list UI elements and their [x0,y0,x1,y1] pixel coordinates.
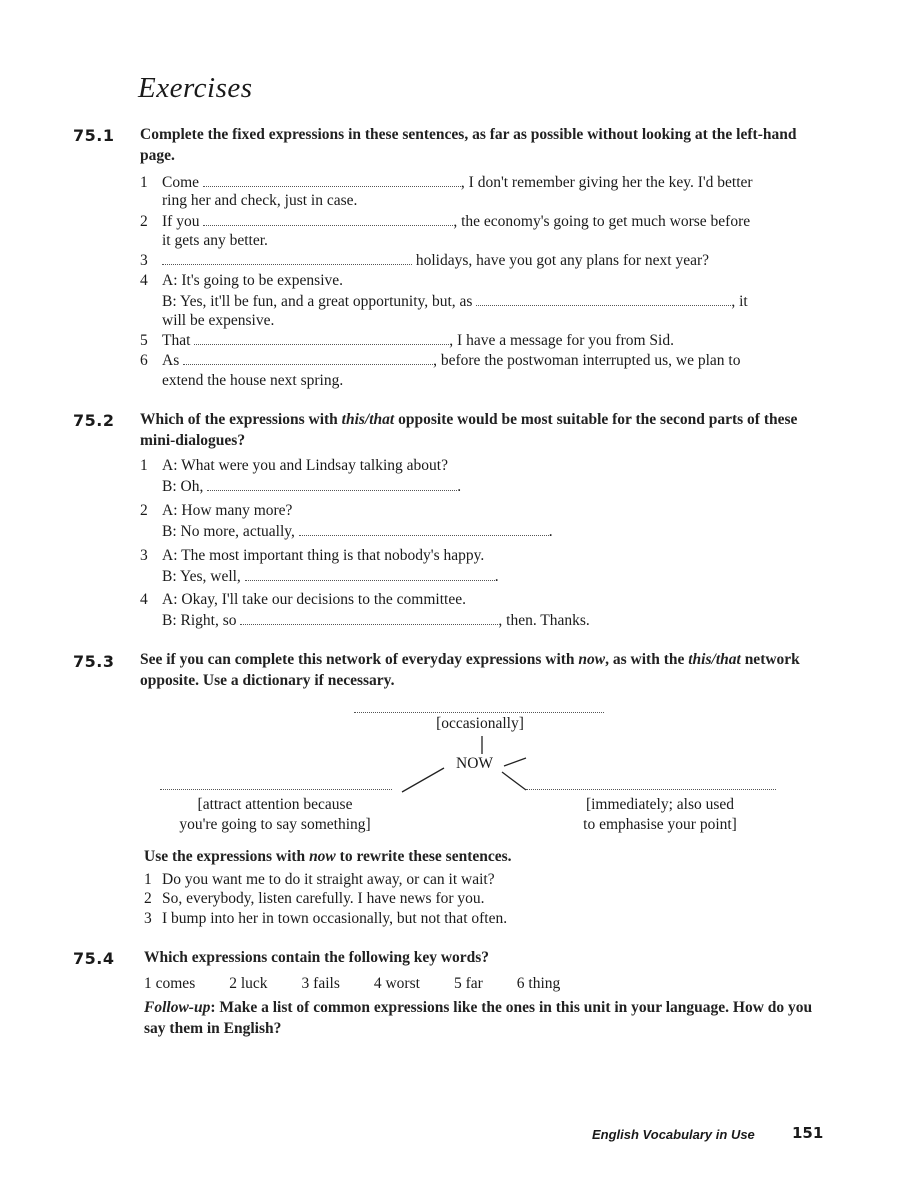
network-blank-left[interactable] [160,775,392,790]
network-label-left: you're going to say something] [179,816,371,833]
exercise-item: 2 If you , the economy's going to get much worse before [140,213,751,230]
answer-blank[interactable] [183,350,433,365]
dialogue-response: B: No more, actually, . [162,523,553,540]
answer-blank[interactable] [240,610,498,625]
exercise-number: 75.4 [73,949,115,968]
dialogue-response: B: Yes, well, . [162,568,499,585]
page-title: Exercises [138,72,253,104]
dialogue-response: B: Oh, . [162,478,462,495]
answer-blank[interactable] [207,476,457,491]
exercise-instruction: See if you can complete this network of everyday expressions with now, as with the this/that network opposite. Use a dictionary if necessary. [140,651,800,689]
rewrite-sentence: 1 Do you want me to do it straight away, or can it wait? [144,871,495,888]
page-number: 151 [792,1124,824,1142]
exercise-item-continued: ring her and check, just in case. [162,192,358,209]
answer-blank[interactable] [476,291,731,306]
exercise-item-continued: extend the house next spring. [162,372,344,389]
answer-blank[interactable] [162,250,412,265]
exercise-item-continued: will be expensive. [162,312,275,329]
follow-up: Follow-up: Make a list of common expressions like the ones in this unit in your language. How do you say them in English? [144,999,813,1037]
answer-blank[interactable] [203,172,461,187]
exercise-item: 3 holidays, have you got any plans for next year? [140,252,709,269]
dialogue-item: 4 A: Okay, I'll take our decisions to the committee. [140,591,466,608]
footer-book-title: English Vocabulary in Use [592,1127,755,1142]
exercise-instruction: Which of the expressions with this/that opposite would be most suitable for the second parts of these mini-dialogues? [140,411,798,449]
rewrite-sentence: 2 So, everybody, listen carefully. I have news for you. [144,890,485,907]
exercise-instruction: Which expressions contain the following key words? [144,949,490,966]
network-label-right: to emphasise your point] [583,816,737,833]
connector-right-1 [504,758,526,766]
network-label-left: [attract attention because [197,796,353,813]
network-label-top: [occasionally] [436,715,524,732]
answer-blank[interactable] [194,330,449,345]
exercise-item: 1 Come , I don't remember giving her the key. I'd better [140,174,753,191]
exercise-number: 75.1 [73,126,115,145]
connector-right-2 [502,772,526,790]
answer-blank[interactable] [245,566,495,581]
connector-left [402,768,444,792]
network-label-right: [immediately; also used [585,796,735,813]
answer-blank[interactable] [203,211,453,226]
rewrite-sentence: 3 I bump into her in town occasionally, but not that often. [144,910,508,927]
exercise-number: 75.3 [73,652,115,671]
network-blank-right[interactable] [526,775,776,790]
exercise-item-continued: B: Yes, it'll be fun, and a great opportunity, but, as , it [162,293,748,310]
exercise-item: 6 As , before the postwoman interrupted us, we plan to [140,352,741,369]
key-words: 1 comes 2 luck 3 fails 4 worst 5 far 6 thing [144,975,561,992]
dialogue-item: 1 A: What were you and Lindsay talking about? [140,457,448,474]
exercise-item: 5 That , I have a message for you from Sid. [140,332,674,349]
dialogue-item: 3 A: The most important thing is that nobody's happy. [140,547,485,564]
network-blank-top[interactable] [354,698,604,713]
sub-instruction: Use the expressions with now to rewrite these sentences. [144,848,512,865]
exercise-item: 4 A: It's going to be expensive. [140,272,344,289]
dialogue-item: 2 A: How many more? [140,502,293,519]
exercise-item-continued: it gets any better. [162,232,268,249]
exercise-instruction: Complete the fixed expressions in these sentences, as far as possible without looking at the left-hand page. [140,126,797,164]
network-center: NOW [456,755,494,772]
exercise-number: 75.2 [73,411,115,430]
dialogue-response: B: Right, so , then. Thanks. [162,612,590,629]
answer-blank[interactable] [299,521,549,536]
